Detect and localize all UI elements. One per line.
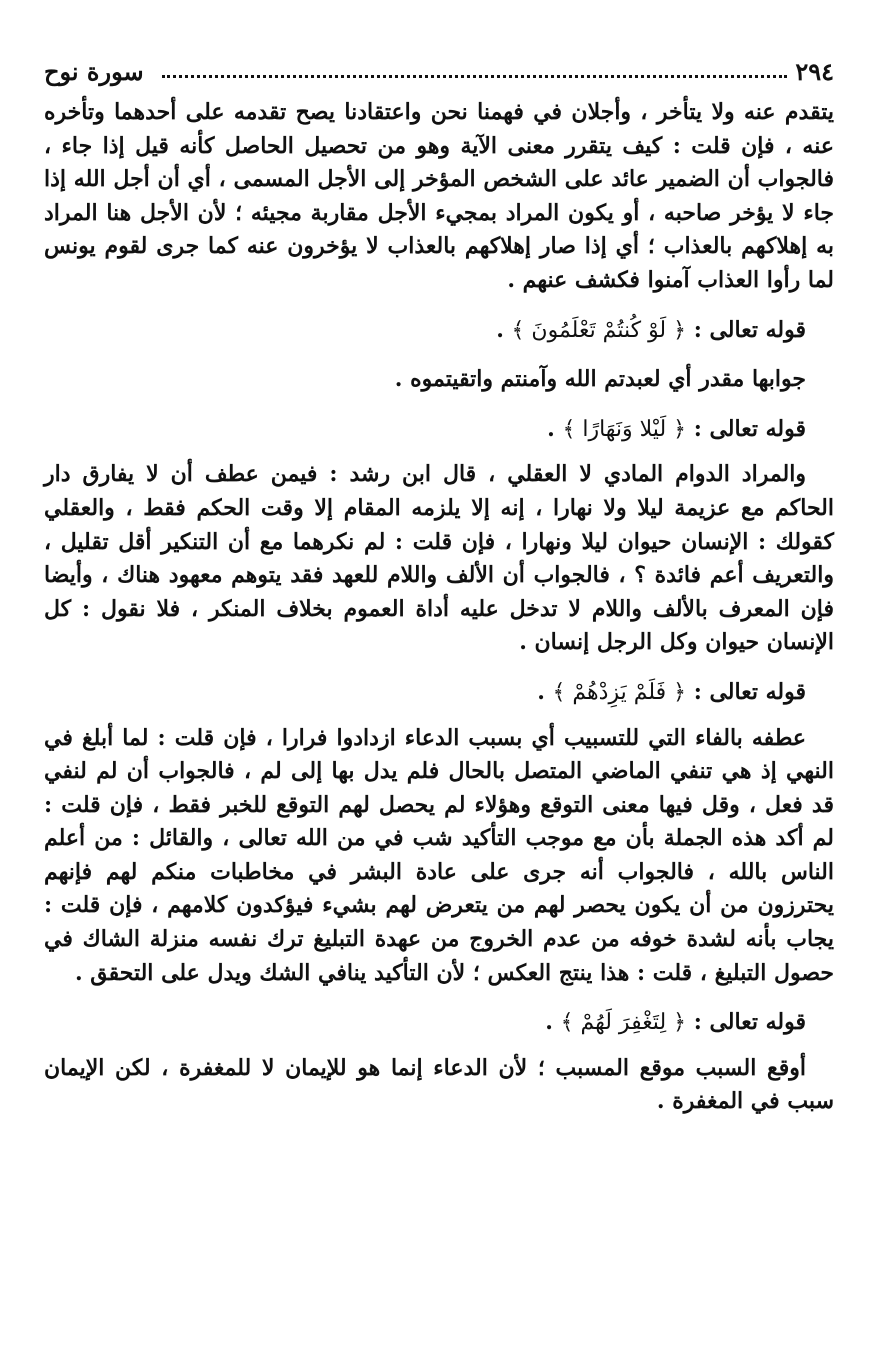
paragraph: والمراد الدوام المادي لا العقلي ، قال ابن رشد : فيمن عطف أن لا يفارق دار الحاكم مع عزيمة ليلا ولا نهارا ، إنه إلا يلزمه المقام إلا وقت الحكم فقط ، والعقلي كقولك : الإنسان حيوان ليلا ونهارا ، فإن قلت : لم نكرهما مع أن التنكير أقل تقليل ، والتعريف أعم فائدة ؟ ، فالجواب أن الألف واللام للعهد فقد يتوهم معهود هناك ، وأيضا فإن المعرف بالألف واللام لا تدخل عليه أداة العموم بخلاف المنكر ، فلا نقول : كل الإنسان حيوان وكل الرجل إنسان . (44, 461, 834, 656)
page-number: ٢٩٤ (795, 56, 834, 86)
header-dotted-rule (162, 75, 788, 78)
surah-name: سورة نوح (44, 56, 144, 86)
verse-heading (44, 314, 834, 348)
verse-lead: قوله تعالى : (686, 415, 806, 442)
verse-heading (44, 1006, 834, 1040)
paragraph: أوقع السبب موقع المسبب ؛ لأن الدعاء إنما هو للإيمان لا للمغفرة ، لكن الإيمان سبب في المغفرة . (44, 1054, 834, 1115)
verse-tail: . (537, 678, 553, 705)
paragraph: جوابها مقدر أي لعبدتم الله وآمنتم واتقيتموه . (394, 366, 806, 393)
body-text (44, 96, 834, 1119)
book-page (44, 52, 834, 1119)
quran-verse: ﴿ لَوْ كُنتُمْ تَعْلَمُونَ ﴾ (511, 317, 687, 343)
page-header (44, 52, 834, 90)
verse-lead: قوله تعالى : (686, 1009, 806, 1036)
verse-heading (44, 676, 834, 710)
paragraph: يتقدم عنه ولا يتأخر ، وأجلان في فهمنا نحن واعتقادنا يصح تقدمه على أحدهما وتأخره عنه ، فإن قلت : كيف يتقرر معنى الآية وهو من تحصيل الحاصل كأنه قيل إذا جاء ، فالجواب أن الضمير عائد على الشخص المؤخر إلى الأجل المسمى ، أي أن أجل الله إذا جاء لا يؤخر صاحبه ، أو يكون المراد بمجيء الأجل مقاربة مجيئه ؛ لأن الأجل هنا المراد به إهلاكهم بالعذاب ؛ أي إذا صار إهلاكهم بالعذاب لا يؤخرون عنه كما جرى لقوم يونس لما رأوا العذاب آمنوا فكشف عنهم . (44, 99, 834, 293)
verse-lead: قوله تعالى : (686, 678, 806, 705)
verse-lead: قوله تعالى : (686, 316, 806, 343)
quran-verse: ﴿ لِتَغْفِرَ لَهُمْ ﴾ (560, 1010, 687, 1036)
verse-tail: . (545, 1009, 561, 1036)
quran-verse: ﴿ لَيْلا وَنَهَارًا ﴾ (562, 416, 687, 442)
verse-tail: . (547, 415, 563, 442)
verse-tail: . (496, 316, 512, 343)
paragraph: عطفه بالفاء التي للتسبيب أي بسبب الدعاء ازدادوا فرارا ، فإن قلت : لما أبلغ في النهي إذ هي تنفي الماضي المتصل بالحال فلم يدل بها إلى لم ، فالجواب أن لم لنفي قد فعل ، وقل فيها معنى التوقع وهؤلاء لم يحصل لهم التوقع للخبر فقط ، فإن قلت : لم أكد هذه الجملة بأن مع موجب التأكيد شب في من الله تعالى ، والقائل : من أعلم الناس بالله ، فالجواب أنه جرى على عادة البشر في مخاطبات منكم لهم فإنهم يحترزون من أن يكون يحصر لهم من يتعرض لهم بشيء فيؤكدون كلامهم ، فإن قلت : يجاب بأنه لشدة خوفه من عدم الخروج من عهدة التبليغ ترك نفسه منزلة الشاك في حصول التبليغ ، قلت : هذا ينتج العكس ؛ لأن التأكيد ينافي الشك ويدل على التحقق . (44, 724, 834, 986)
verse-heading (44, 413, 834, 447)
quran-verse: ﴿ فَلَمْ يَزِدْهُمْ ﴾ (552, 679, 687, 705)
